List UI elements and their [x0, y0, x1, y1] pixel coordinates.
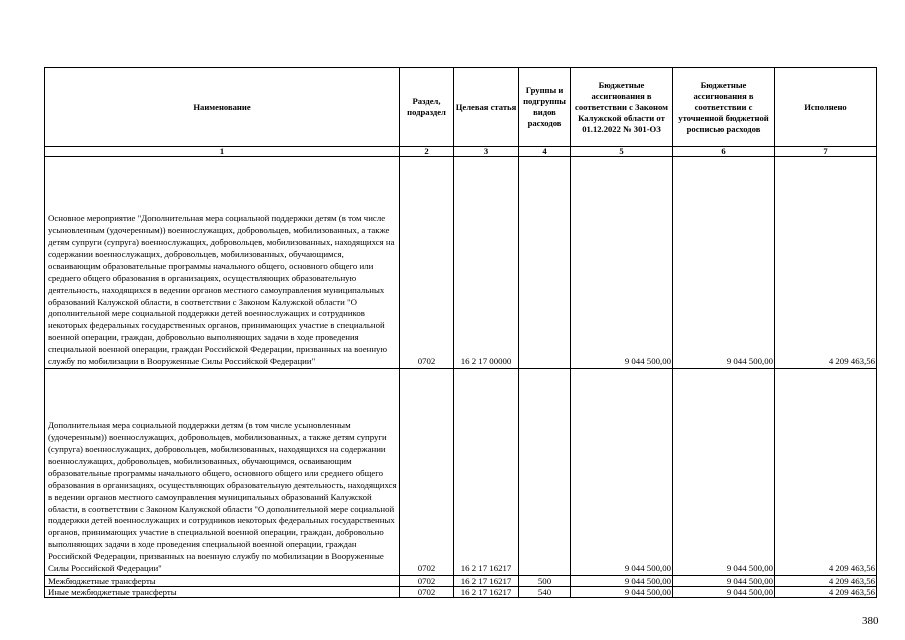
header-budget-law: Бюджетные ассигнования в соответствии с Законом Калужской области от 01.12.2022 № 301-ОЗ — [571, 68, 673, 147]
column-number: 3 — [454, 147, 519, 157]
row-section: 0702 — [400, 369, 454, 576]
header-section: Раздел, подраздел — [400, 68, 454, 147]
budget-execution-table — [44, 67, 877, 598]
row-executed: 4 209 463,56 — [775, 157, 877, 369]
column-number-row — [45, 147, 877, 157]
row-budget-law: 9 044 500,00 — [571, 587, 673, 598]
row-group: 500 — [519, 576, 571, 587]
header-group: Группы и подгруппы видов расходов — [519, 68, 571, 147]
header-executed: Исполнено — [775, 68, 877, 147]
row-section: 0702 — [400, 157, 454, 369]
column-number: 2 — [400, 147, 454, 157]
page-number: 380 — [862, 615, 879, 627]
row-group — [519, 369, 571, 576]
row-budget-law: 9 044 500,00 — [571, 369, 673, 576]
row-executed: 4 209 463,56 — [775, 576, 877, 587]
row-budget-refined: 9 044 500,00 — [673, 157, 775, 369]
table-row — [45, 369, 877, 576]
row-name: Иные межбюджетные трансферты — [45, 587, 400, 598]
row-budget-law: 9 044 500,00 — [571, 576, 673, 587]
table-row — [45, 576, 877, 587]
column-number: 7 — [775, 147, 877, 157]
row-group: 540 — [519, 587, 571, 598]
row-name: Межбюджетные трансферты — [45, 576, 400, 587]
row-group — [519, 157, 571, 369]
table-row — [45, 157, 877, 369]
row-executed: 4 209 463,56 — [775, 369, 877, 576]
row-budget-refined: 9 044 500,00 — [673, 369, 775, 576]
column-number: 4 — [519, 147, 571, 157]
row-name: Основное мероприятие "Дополнительная мера социальной поддержки детям (в том числе усыновленным (удочеренным)) военнослужащих, добровольцев, мобилизованных, а также детям супруги (супруга) военнослужащих, добровольцев, мобилизованных, находящихся на содержании военнослужащих, добровольцев, мобилизованных, обучающимся, осваивающим образовательные программы начального общего, основного общего или среднего общего образования в организациях, осуществляющих образовательную деятельность, находящихся в ведении органов местного самоуправления муниципальных образований Калужской области, в соответствии с Законом Калужской области "О дополнительной мере социальной поддержки детей военнослужащих и сотрудников некоторых федеральных государственных органов, принимающих участие в специальной военной операции, граждан, добровольно выполняющих задачи в ходе проведения специальной военной операции, граждан Российской Федерации, призванных на военную службу по мобилизации в Вооруженные Силы Российской Федерации" — [45, 157, 400, 369]
table-header-row — [45, 68, 877, 147]
column-number: 6 — [673, 147, 775, 157]
column-number: 5 — [571, 147, 673, 157]
row-target: 16 2 17 16217 — [454, 576, 519, 587]
row-section: 0702 — [400, 576, 454, 587]
header-target: Целевая статья — [454, 68, 519, 147]
header-budget-refined: Бюджетные ассигнования в соответствии с уточненной бюджетной росписью расходов — [673, 68, 775, 147]
column-number: 1 — [45, 147, 400, 157]
row-section: 0702 — [400, 587, 454, 598]
row-name: Дополнительная мера социальной поддержки детям (в том числе усыновленным (удочеренным)) военнослужащих, добровольцев, мобилизованных, а также детям супруги (супруга) военнослужащих, добровольцев, мобилизованных, находящихся на содержании военнослужащих, добровольцев, мобилизованных, обучающимся, осваивающим образовательные программы начального общего, основного общего или среднего общего образования в организациях, осуществляющих образовательную деятельность, находящихся в ведении органов местного самоуправления муниципальных образований Калужской области, в соответствии с Законом Калужской области "О дополнительной мере социальной поддержки детей военнослужащих и сотрудников некоторых федеральных государственных органов, принимающих участие в специальной военной операции, граждан, добровольно выполняющих задачи в ходе проведения специальной военной операции, граждан Российской Федерации, призванных на военную службу по мобилизации в Вооруженные Силы Российской Федерации" — [45, 369, 400, 576]
row-target: 16 2 17 16217 — [454, 369, 519, 576]
header-name: Наименование — [45, 68, 400, 147]
row-budget-refined: 9 044 500,00 — [673, 576, 775, 587]
row-budget-law: 9 044 500,00 — [571, 157, 673, 369]
row-executed: 4 209 463,56 — [775, 587, 877, 598]
row-target: 16 2 17 16217 — [454, 587, 519, 598]
row-target: 16 2 17 00000 — [454, 157, 519, 369]
table-row — [45, 587, 877, 598]
row-budget-refined: 9 044 500,00 — [673, 587, 775, 598]
